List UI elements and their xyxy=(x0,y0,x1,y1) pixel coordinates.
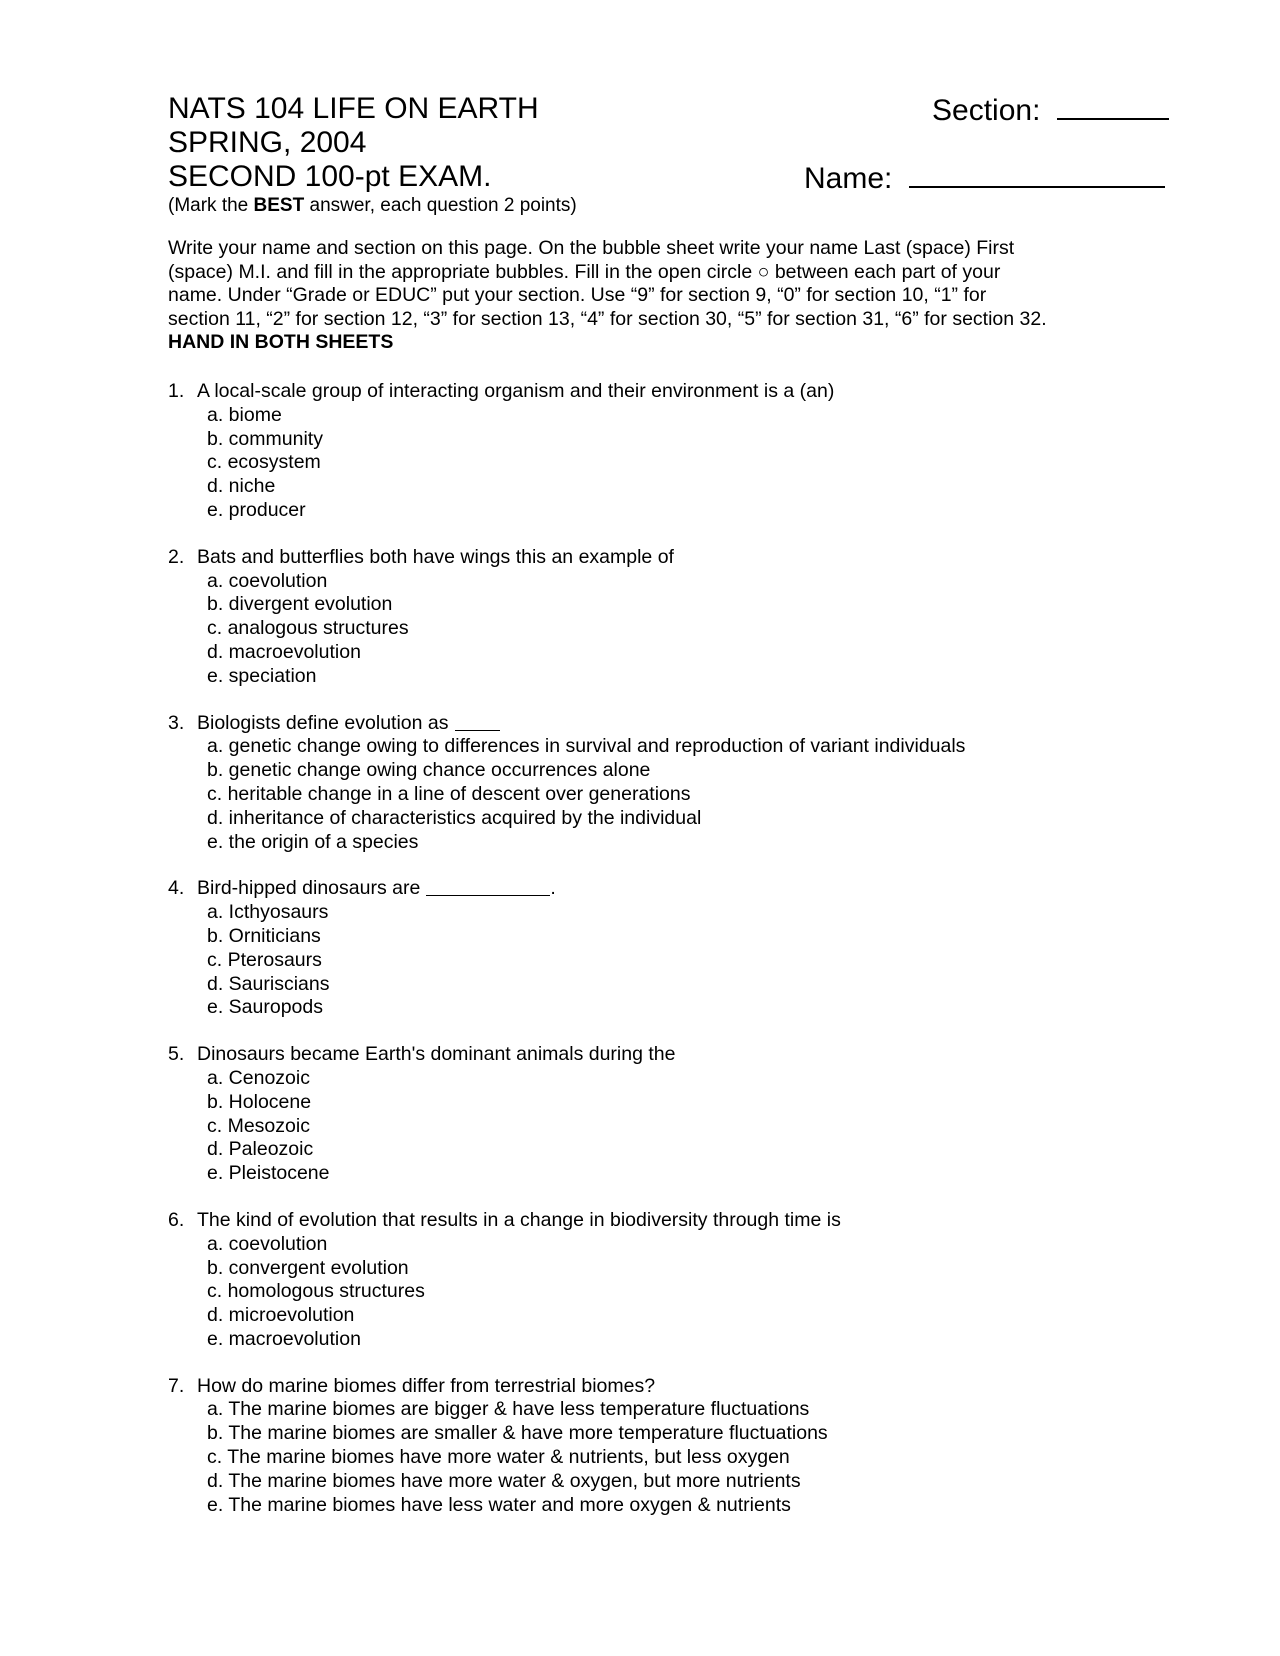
answer-option[interactable]: b. Holocene xyxy=(207,1090,312,1113)
question-stem xyxy=(168,380,1128,404)
question-number: 1. xyxy=(168,380,185,402)
term-label: SPRING, 2004 xyxy=(168,126,367,159)
question-text-suffix: . xyxy=(550,877,556,900)
answer-option[interactable]: a. Icthyosaurs xyxy=(207,901,329,924)
answer-option[interactable]: e. Pleistocene xyxy=(207,1162,330,1185)
answer-option[interactable]: a. The marine biomes are bigger & have less temperature fluctuations xyxy=(207,1398,810,1421)
question-stem xyxy=(168,1209,1128,1233)
question-1 xyxy=(168,380,1128,523)
name-label: Name: xyxy=(804,162,893,195)
hand-in-notice: HAND IN BOTH SHEETS xyxy=(168,331,394,354)
question-number: 5. xyxy=(168,1043,185,1066)
question-2 xyxy=(168,546,1128,689)
answer-option[interactable]: e. macroevolution xyxy=(207,1327,361,1350)
answer-option[interactable]: e. the origin of a species xyxy=(207,830,419,853)
answer-option[interactable]: c. Mesozoic xyxy=(207,1114,310,1137)
answer-option[interactable]: a. Cenozoic xyxy=(207,1066,310,1089)
answer-option[interactable]: a. coevolution xyxy=(207,1232,328,1255)
answer-option[interactable]: b. Orniticians xyxy=(207,924,321,947)
question-stem xyxy=(168,1043,1128,1067)
answer-option[interactable]: c. The marine biomes have more water & nutrients, but less oxygen xyxy=(207,1446,790,1469)
marking-note-suffix: answer, each question 2 points) xyxy=(304,195,577,216)
section-label: Section: xyxy=(932,94,1041,127)
name-field[interactable] xyxy=(804,160,1165,196)
answer-options xyxy=(168,1233,1128,1352)
instructions-block xyxy=(168,237,1128,355)
question-text: A local-scale group of interacting organism and their environment is a (an) xyxy=(197,380,835,402)
answer-options xyxy=(168,404,1128,523)
question-number: 6. xyxy=(168,1208,185,1231)
answer-option[interactable]: b. divergent evolution xyxy=(207,593,393,616)
answer-options xyxy=(168,570,1128,689)
section-blank[interactable] xyxy=(1057,92,1169,120)
answer-option[interactable]: b. convergent evolution xyxy=(207,1256,409,1279)
question-stem xyxy=(168,877,1128,901)
question-list xyxy=(168,380,1128,1540)
instructions-line: name. Under “Grade or EDUC” put your section. Use “9” for section 9, “0” for section 10, “1” for xyxy=(168,284,987,307)
answer-option[interactable]: b. genetic change owing chance occurrences alone xyxy=(207,759,651,782)
answer-option[interactable]: c. homologous structures xyxy=(207,1280,425,1303)
question-number: 2. xyxy=(168,545,185,568)
answer-option[interactable]: d. macroevolution xyxy=(207,640,361,663)
marking-note-prefix: (Mark the xyxy=(168,195,254,216)
question-text: How do marine biomes differ from terrestrial biomes? xyxy=(197,1374,656,1397)
marking-note-emphasis: BEST xyxy=(253,195,305,216)
answer-option[interactable]: b. The marine biomes are smaller & have more temperature fluctuations xyxy=(207,1422,828,1445)
instructions-line: Write your name and section on this page. On the bubble sheet write your name Last (space) First xyxy=(168,237,1015,259)
exam-title: SECOND 100-pt EXAM. xyxy=(168,160,492,193)
answer-option[interactable]: e. Sauropods xyxy=(207,996,324,1019)
question-number: 7. xyxy=(168,1374,185,1397)
course-title: NATS 104 LIFE ON EARTH xyxy=(168,92,539,125)
answer-option[interactable]: a. biome xyxy=(207,403,282,426)
instructions-line: (space) M.I. and fill in the appropriate bubbles. Fill in the open circle ○ between each part of your xyxy=(168,260,1001,283)
answer-option[interactable]: e. speciation xyxy=(207,664,317,687)
answer-options xyxy=(168,901,1128,1020)
question-text: Bird-hipped dinosaurs are xyxy=(197,877,421,900)
answer-option[interactable]: d. microevolution xyxy=(207,1304,355,1327)
answer-option[interactable]: d. niche xyxy=(207,475,276,498)
question-4 xyxy=(168,877,1128,1020)
answer-option[interactable]: d. inheritance of characteristics acquired by the individual xyxy=(207,806,702,829)
answer-option[interactable]: b. community xyxy=(207,427,323,450)
question-text: The kind of evolution that results in a change in biodiversity through time is xyxy=(197,1208,841,1231)
answer-option[interactable]: c. analogous structures xyxy=(207,617,409,640)
answer-option[interactable]: c. ecosystem xyxy=(207,451,321,474)
question-3 xyxy=(168,712,1128,855)
question-6 xyxy=(168,1209,1128,1352)
question-5 xyxy=(168,1043,1128,1186)
answer-option[interactable]: a. genetic change owing to differences in survival and reproduction of variant individuals xyxy=(207,735,966,758)
answer-options xyxy=(168,1067,1128,1186)
answer-option[interactable]: d. Sauriscians xyxy=(207,972,330,995)
instructions-line: section 11, “2” for section 12, “3” for section 13, “4” for section 30, “5” for section 31, “6” for section 32. xyxy=(168,307,1047,330)
marking-note xyxy=(168,194,577,218)
question-text: Bats and butterflies both have wings this an example of xyxy=(197,545,674,568)
answer-option[interactable]: d. The marine biomes have more water & oxygen, but more nutrients xyxy=(207,1469,801,1492)
answer-blank xyxy=(455,712,500,731)
answer-options xyxy=(168,735,1128,854)
answer-option[interactable]: e. The marine biomes have less water and more oxygen & nutrients xyxy=(207,1493,791,1516)
question-7 xyxy=(168,1375,1128,1518)
answer-option[interactable]: c. Pterosaurs xyxy=(207,948,322,971)
section-field[interactable] xyxy=(932,92,1169,128)
answer-option[interactable]: c. heritable change in a line of descent over generations xyxy=(207,782,691,805)
question-stem xyxy=(168,546,1128,570)
answer-option[interactable]: d. Paleozoic xyxy=(207,1138,314,1161)
question-stem xyxy=(168,712,1128,736)
answer-blank xyxy=(426,877,550,896)
question-number: 3. xyxy=(168,711,185,734)
question-number: 4. xyxy=(168,877,185,900)
question-text: Dinosaurs became Earth's dominant animals during the xyxy=(197,1043,676,1066)
answer-option[interactable]: a. coevolution xyxy=(207,569,328,592)
answer-option[interactable]: e. producer xyxy=(207,498,306,521)
question-stem xyxy=(168,1375,1128,1399)
question-text: Biologists define evolution as xyxy=(197,711,449,734)
answer-options xyxy=(168,1398,1128,1517)
name-blank[interactable] xyxy=(909,160,1165,188)
